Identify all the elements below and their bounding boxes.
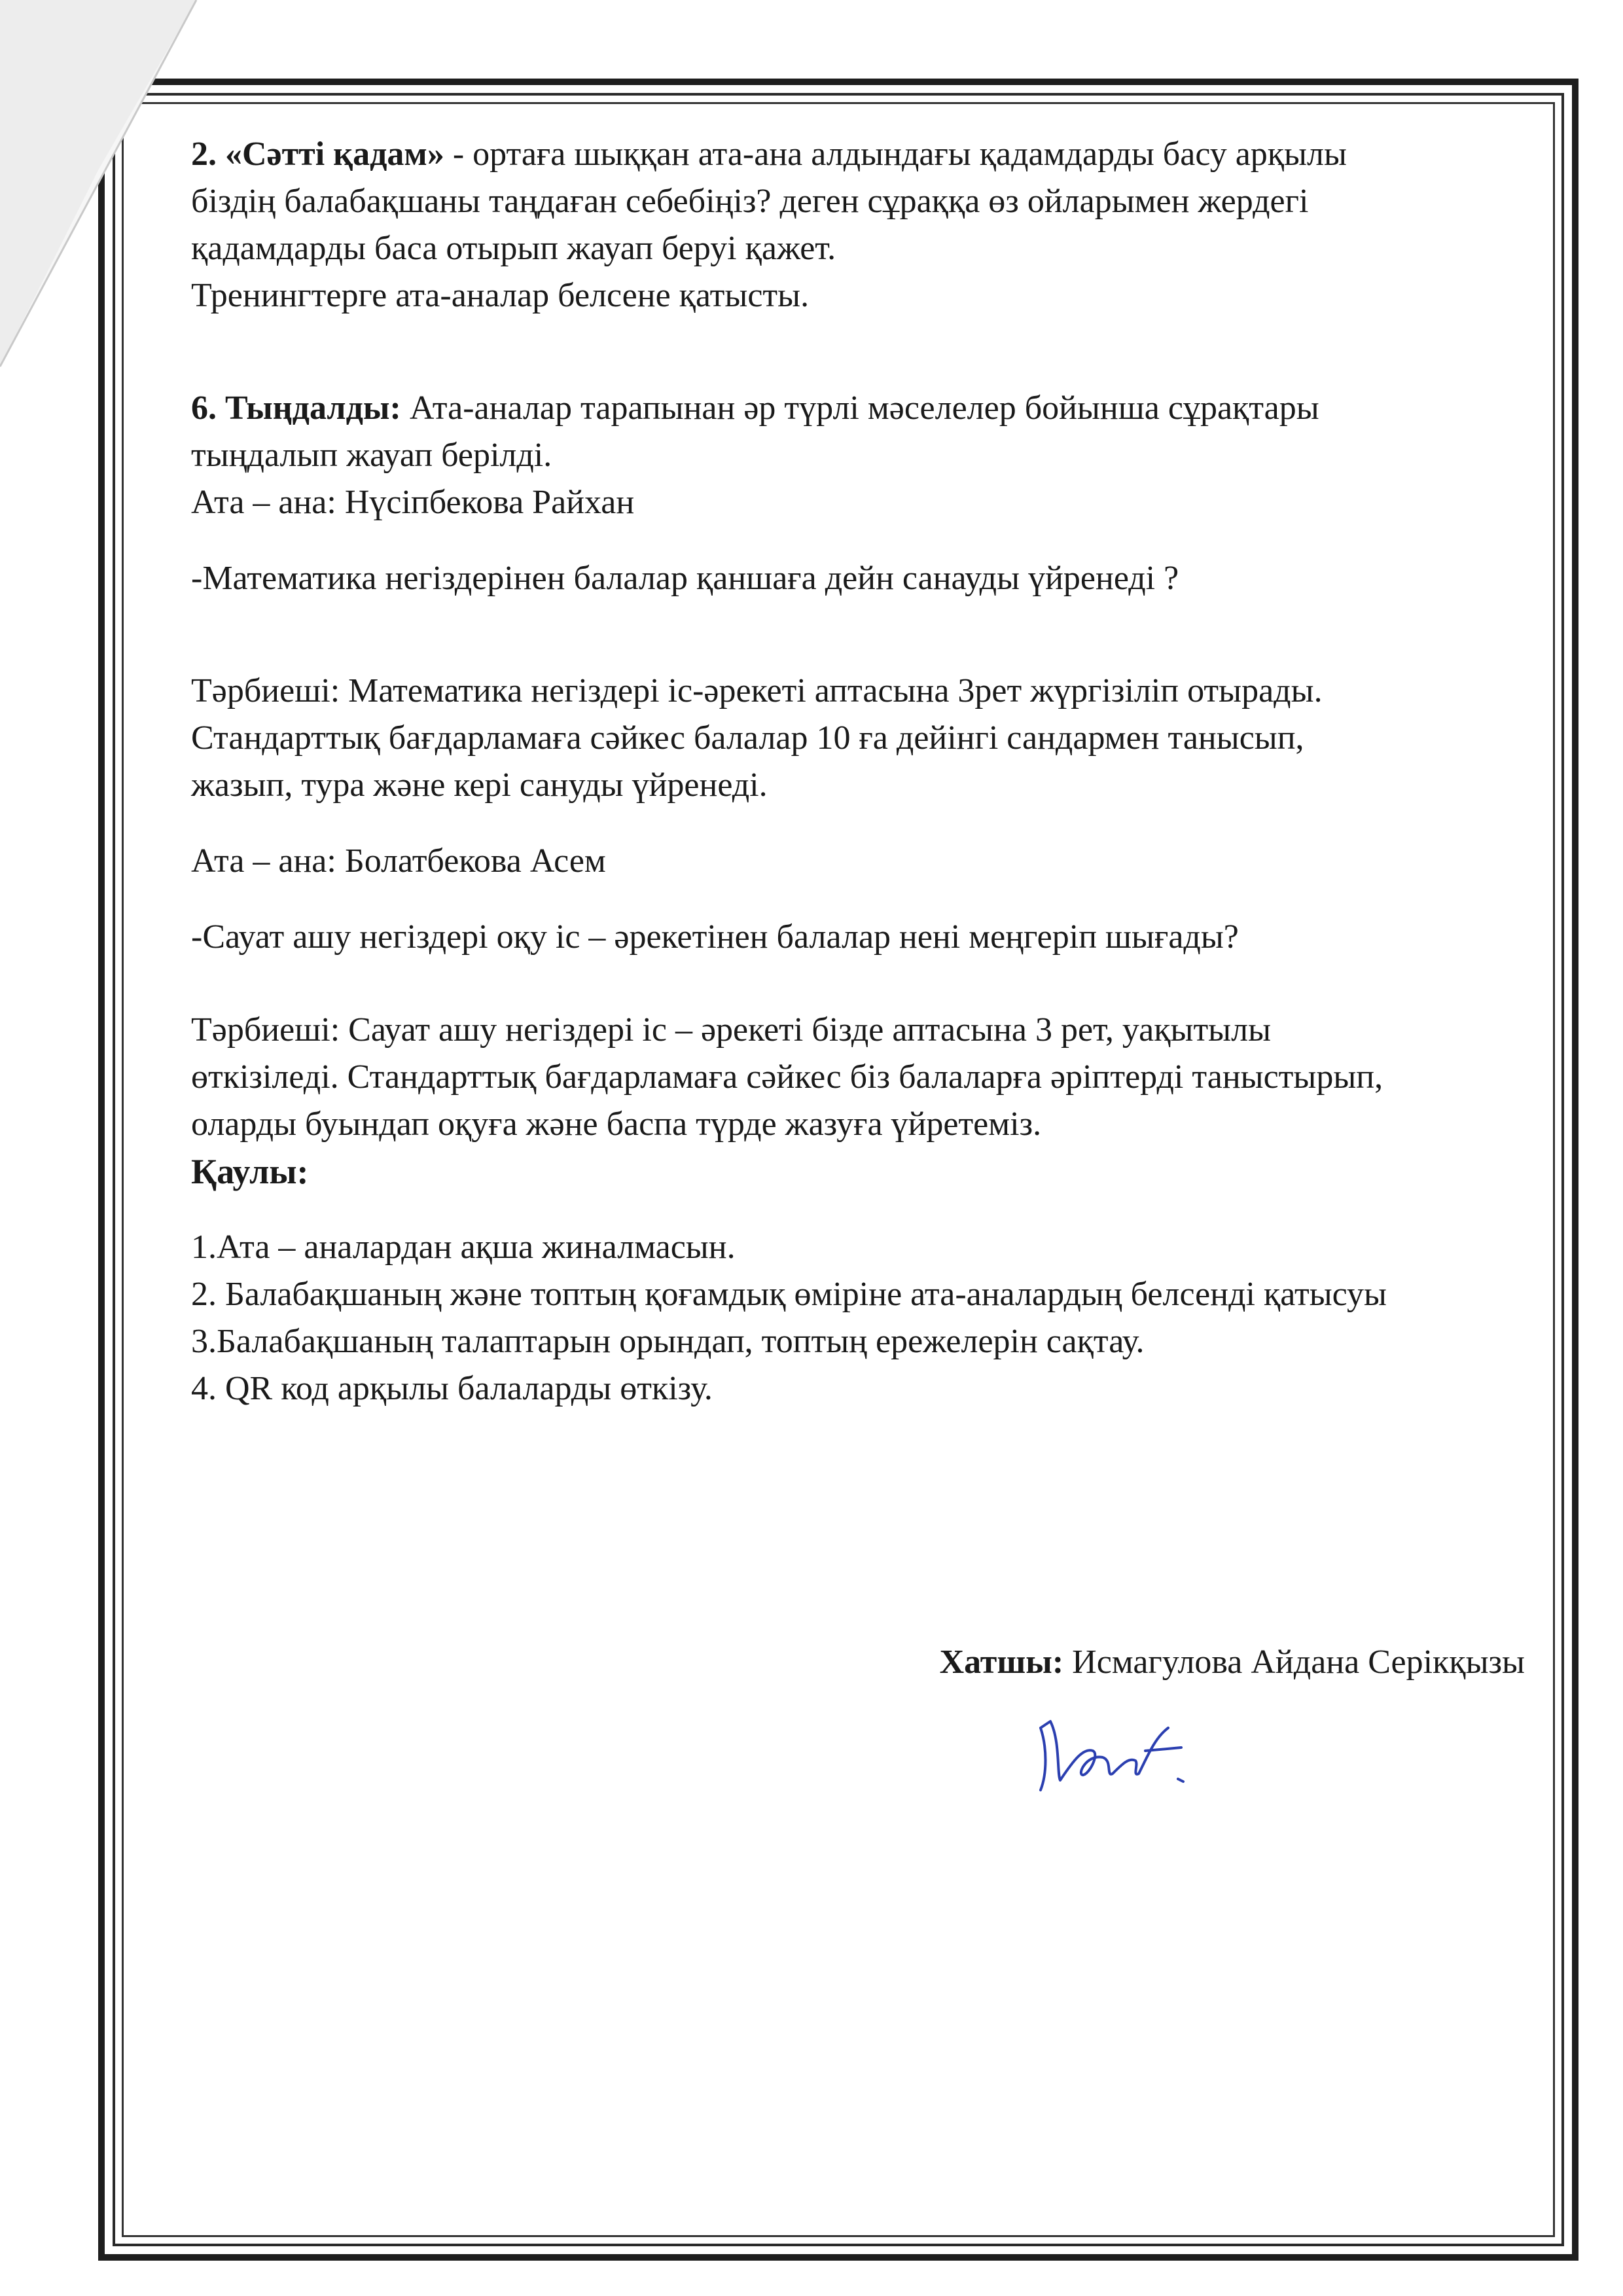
resolution-item-1: 1.Ата – аналардан ақша жиналмасын. [191, 1229, 736, 1266]
answer-2-line-1: Тәрбиеші: Сауат ашу негіздері іс – әрекеті бізде аптасына 3 рет, уақытылы [191, 1011, 1272, 1049]
section-6-text: Ата-аналар тарапынан әр түрлі мәселелер бойынша сұрақтары [401, 389, 1319, 427]
section-6-title: 6. Тыңдалды: [191, 389, 401, 427]
section-6-line-2: тыңдалып жауап берілді. [191, 437, 552, 474]
section-2-line-1 [191, 131, 1533, 178]
resolution-item-4: 4. QR код арқылы балаларды өткізу. [191, 1370, 713, 1407]
section-6-line-1 [191, 385, 1533, 432]
secretary-name: Исмагулова Айдана Серікқызы [1063, 1643, 1525, 1681]
resolution-item-3: 3.Балабақшаның талаптарын орындап, топтың ережелерін сақтау. [191, 1323, 1145, 1360]
answer-1-line-3: жазып, тура және кері сануды үйренеді. [191, 766, 768, 804]
question-2: -Сауат ашу негіздері оқу іс – әрекетінен балалар нені меңгеріп шығады? [191, 918, 1239, 956]
section-2-text: - ортаға шыққан ата-ана алдындағы қадамдарды басу арқылы [444, 135, 1347, 173]
section-2-line-3: қадамдарды баса отырып жауап беруі қажет. [191, 230, 836, 267]
document-body [191, 131, 1533, 1412]
secretary-label: Хатшы: [939, 1643, 1064, 1681]
section-2-line-2: біздің балабақшаны таңдаған себебіңіз? деген сұраққа өз ойларымен жердегі [191, 183, 1309, 220]
secretary-line [940, 1643, 1525, 1681]
signature-icon [1021, 1702, 1204, 1800]
question-1: -Математика негіздерінен балалар қаншаға дейн санауды үйренеді ? [191, 560, 1179, 597]
section-2-number: 2. [191, 135, 217, 173]
answer-2-line-3: оларды буындап оқуға және баспа түрде жазуға үйретеміз. [191, 1105, 1042, 1143]
section-2-line-4: Тренингтерге ата-аналар белсене қатысты. [191, 277, 810, 314]
answer-2-line-2: өткізіледі. Стандарттық бағдарламаға сәйкес біз балаларға әріптерді таныстырып, [191, 1058, 1383, 1096]
section-2-title: «Сәтті қадам» [225, 135, 444, 173]
parent-2: Ата – ана: Болатбекова Асем [191, 842, 606, 880]
resolution-item-2: 2. Балабақшаның және топтың қоғамдық өміріне ата-аналардың белсенді қатысуы [191, 1276, 1387, 1313]
answer-1-line-1: Тәрбиеші: Математика негіздері іс-әрекеті аптасына 3рет жүргізіліп отырады. [191, 672, 1323, 709]
resolution-title: Қаулы: [191, 1152, 309, 1191]
parent-1: Ата – ана: Нүсіпбекова Райхан [191, 484, 635, 521]
answer-1-line-2: Стандарттық бағдарламаға сәйкес балалар 10 ға дейінгі сандармен танысып, [191, 719, 1304, 757]
